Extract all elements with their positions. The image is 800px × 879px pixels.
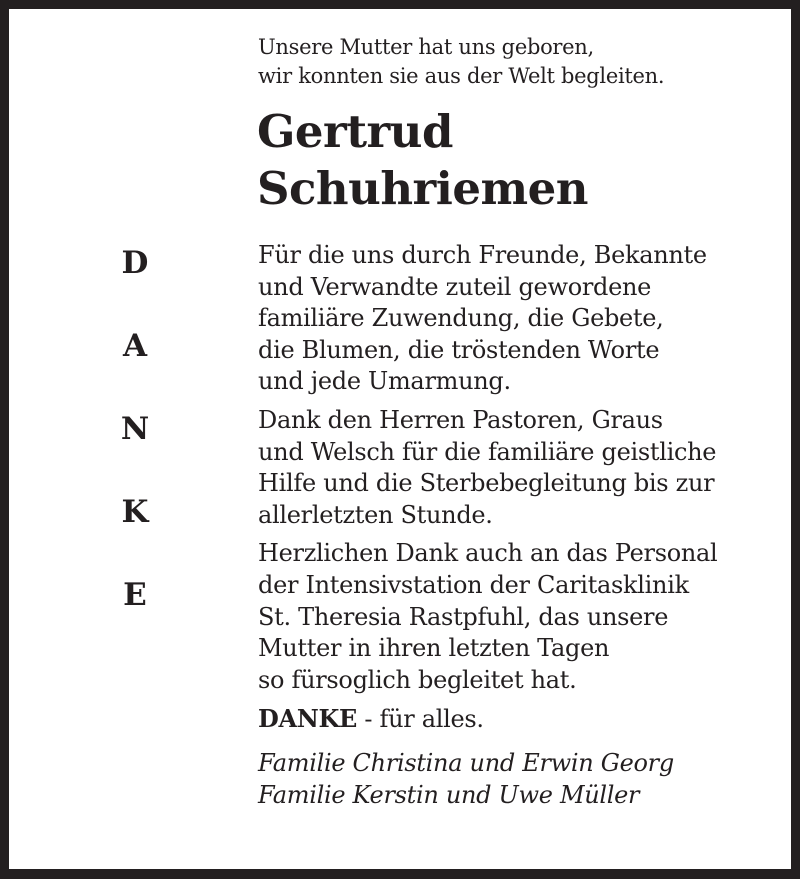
paragraph-condolences bbox=[258, 240, 717, 398]
closing-rest: - für alles. bbox=[357, 705, 484, 734]
text-line: Herzlichen Dank auch an das Personal bbox=[258, 539, 718, 568]
intro-line: Unsere Mutter hat uns geboren, bbox=[258, 35, 594, 59]
paragraph-clinic bbox=[258, 538, 717, 696]
thanks-body bbox=[258, 240, 717, 811]
signatures bbox=[258, 748, 717, 811]
text-line: und Verwandte zuteil gewordene bbox=[258, 272, 652, 301]
paragraph-pastors bbox=[258, 405, 717, 531]
intro-verse bbox=[258, 33, 664, 91]
first-name: Gertrud bbox=[257, 105, 453, 158]
text-line: und jede Umarmung. bbox=[258, 367, 511, 396]
vertical-letter: D bbox=[121, 245, 149, 281]
text-line: familiäre Zuwendung, die Gebete, bbox=[258, 304, 664, 333]
signature-line: Familie Kerstin und Uwe Müller bbox=[258, 780, 640, 809]
intro-line: wir konnten sie aus der Welt begleiten. bbox=[258, 64, 665, 88]
notice-frame bbox=[9, 9, 791, 869]
vertical-letter: A bbox=[122, 328, 148, 364]
text-line: St. Theresia Rastpfuhl, das unsere bbox=[258, 602, 669, 631]
text-line: so fürsoglich begleitet hat. bbox=[258, 665, 577, 694]
text-line: und Welsch für die familiäre geistliche bbox=[258, 437, 717, 466]
text-line: allerletzten Stunde. bbox=[258, 500, 493, 529]
vertical-letter: E bbox=[123, 577, 147, 613]
text-line: Dank den Herren Pastoren, Graus bbox=[258, 405, 663, 434]
text-line: der Intensivstation der Caritasklinik bbox=[258, 570, 689, 599]
signature-line: Familie Christina und Erwin Georg bbox=[258, 748, 674, 777]
vertical-letter: K bbox=[121, 494, 149, 530]
text-line: die Blumen, die tröstenden Worte bbox=[258, 335, 660, 364]
vertical-letter: N bbox=[120, 411, 150, 447]
text-line: Hilfe und die Sterbebegleitung bis zur bbox=[258, 469, 715, 498]
vertical-danke bbox=[105, 244, 165, 659]
closing-line bbox=[258, 703, 717, 736]
deceased-name bbox=[257, 103, 588, 217]
text-line: Für die uns durch Freunde, Bekannte bbox=[258, 241, 707, 269]
closing-bold: DANKE bbox=[258, 704, 358, 734]
text-line: Mutter in ihren letzten Tagen bbox=[258, 634, 610, 663]
last-name: Schuhriemen bbox=[257, 162, 588, 215]
